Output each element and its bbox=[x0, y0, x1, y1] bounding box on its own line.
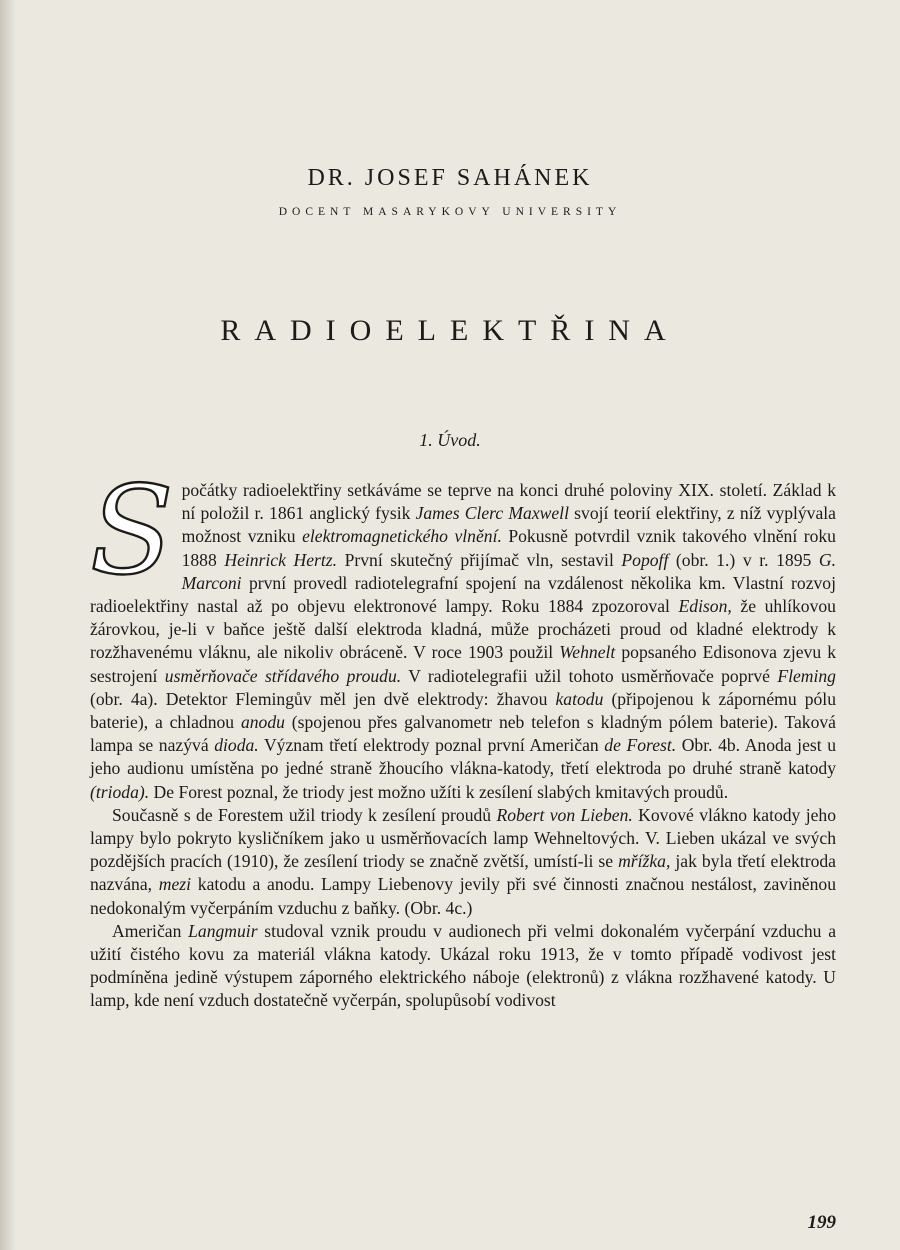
text-run: Kovové vlákno katody jeho lampy bylo pokryto kysličníkem jako u usměrňovacích lamp Wehneltových. V. Lieben ukázal ve svých pozdějších pracích (1910), že zesílení triody se značně zvětší, umístí-li se bbox=[90, 804, 837, 872]
section-heading bbox=[0, 430, 900, 451]
text-run: První skutečný přijímač vln, sestavil bbox=[337, 549, 622, 570]
text-run: počátky radioelektřiny setkáváme se teprve na konci druhé poloviny XIX. století. Základ k ní položil r. 1861 anglický fysik bbox=[181, 480, 836, 524]
text-run: Obr. 4b. Anoda jest u jeho audionu umístěna po jedné straně žhoucího vlákna-katody, třetí elektroda po druhé straně katody bbox=[90, 735, 836, 779]
italic-run: mřížka, bbox=[618, 851, 671, 872]
paragraph bbox=[90, 920, 836, 1013]
text-run: (připojenou k zápornému pólu baterie), a chladnou bbox=[90, 688, 836, 733]
article-title: RADIOELEKTŘINA bbox=[220, 314, 680, 347]
text-run: (spojenou přes galvanometr neb telefon s kladným pólem baterie). Taková lampa se nazývá bbox=[90, 712, 836, 756]
text-run: Současně s de Forestem užil triody k zesílení proudů bbox=[112, 804, 497, 825]
text-run: katodu a anodu. Lampy Liebenovy jevily při své činnosti značnou nestálost, zaviněnou nedokonalým vyčerpáním vzduchu z baňky. (Obr. 4c.) bbox=[90, 874, 836, 918]
article-body bbox=[90, 460, 837, 1013]
italic-run: anodu bbox=[240, 712, 285, 733]
italic-run: Langmuir bbox=[188, 920, 258, 941]
text-run: (obr. 1.) v r. 1895 bbox=[668, 549, 819, 570]
italic-run: Edison, bbox=[678, 596, 732, 617]
text-run: popsaného Edisonova zjevu k sestrojení bbox=[90, 642, 836, 686]
paragraph bbox=[90, 460, 836, 804]
italic-run: de Forest. bbox=[604, 735, 677, 756]
text-run: Pokusně potvrdil vznik takového vlnění roku 1888 bbox=[181, 526, 836, 570]
italic-run: James Clerc Maxwell bbox=[415, 503, 569, 524]
italic-run: Wehnelt bbox=[559, 642, 616, 663]
text-run: svojí teorií elektřiny, z níž vyplývala možnost vzniku bbox=[181, 503, 836, 547]
author-affiliation: DOCENT MASARYKOVY UNIVERSITY bbox=[278, 206, 622, 218]
italic-run: usměrňovače střídavého proudu. bbox=[164, 665, 402, 686]
italic-run: Robert von Lieben. bbox=[496, 804, 633, 825]
italic-run: elektromagnetického vlnění. bbox=[302, 526, 502, 547]
italic-run: Popoff bbox=[621, 549, 669, 570]
text-run: Význam třetí elektrody poznal první Američan bbox=[258, 735, 605, 756]
text-run: De Forest poznal, že triody jest možno užíti k zesílení slabých kmitavých proudů. bbox=[149, 781, 729, 802]
italic-run: (trioda). bbox=[90, 781, 150, 802]
author-name: DR. JOSEF SAHÁNEK bbox=[307, 165, 593, 191]
text-run: že uhlíkovou žárovkou, je-li v baňce ještě další elektroda kladná, může procházeti proud od kladné elektrody k rozžhavenému vláknu, ale nikoliv obráceně. V roce 1903 použil bbox=[90, 596, 836, 663]
text-run: (obr. 4a). Detektor Flemingův měl jen dvě elektrody: žhavou bbox=[90, 688, 556, 709]
text-run: první provedl radiotelegrafní spojení na vzdálenost několika km. Vlastní rozvoj radioelektřiny nastal až po objevu elektronové lampy. Roku 1884 zpozoroval bbox=[90, 572, 836, 617]
paragraph bbox=[90, 804, 836, 920]
italic-run: Fleming bbox=[777, 665, 836, 686]
italic-run: G. Marconi bbox=[181, 549, 836, 593]
italic-run: Heinrick Hertz. bbox=[224, 549, 337, 570]
text-run: studoval vznik proudu v audionech při velmi dokonalém vyčerpání vzduchu a užití čistého kovu za materiál vlákna katody. Ukázal roku 1913, že v tomto případě vodivost jest podmíněna jedině výstupem záporného elektrického náboje (elektronů) z vlákna rozžhavené katody. U lamp, kde není vzduch dostatečně vyčerpán, spolupůsobí vodivost bbox=[90, 920, 837, 1011]
drop-cap: S bbox=[90, 460, 174, 602]
text-run: Američan bbox=[112, 920, 189, 941]
italic-run: dioda. bbox=[214, 735, 259, 756]
text-run: jak byla třetí elektroda nazvána, bbox=[90, 851, 836, 895]
section-heading-text: 1. Úvod. bbox=[419, 430, 481, 450]
page-number: 199 bbox=[807, 1212, 836, 1233]
italic-run: mezi bbox=[158, 874, 192, 895]
text-run: V radiotelegrafii užil tohoto usměrňovače poprvé bbox=[401, 665, 778, 686]
italic-run: katodu bbox=[555, 688, 604, 709]
